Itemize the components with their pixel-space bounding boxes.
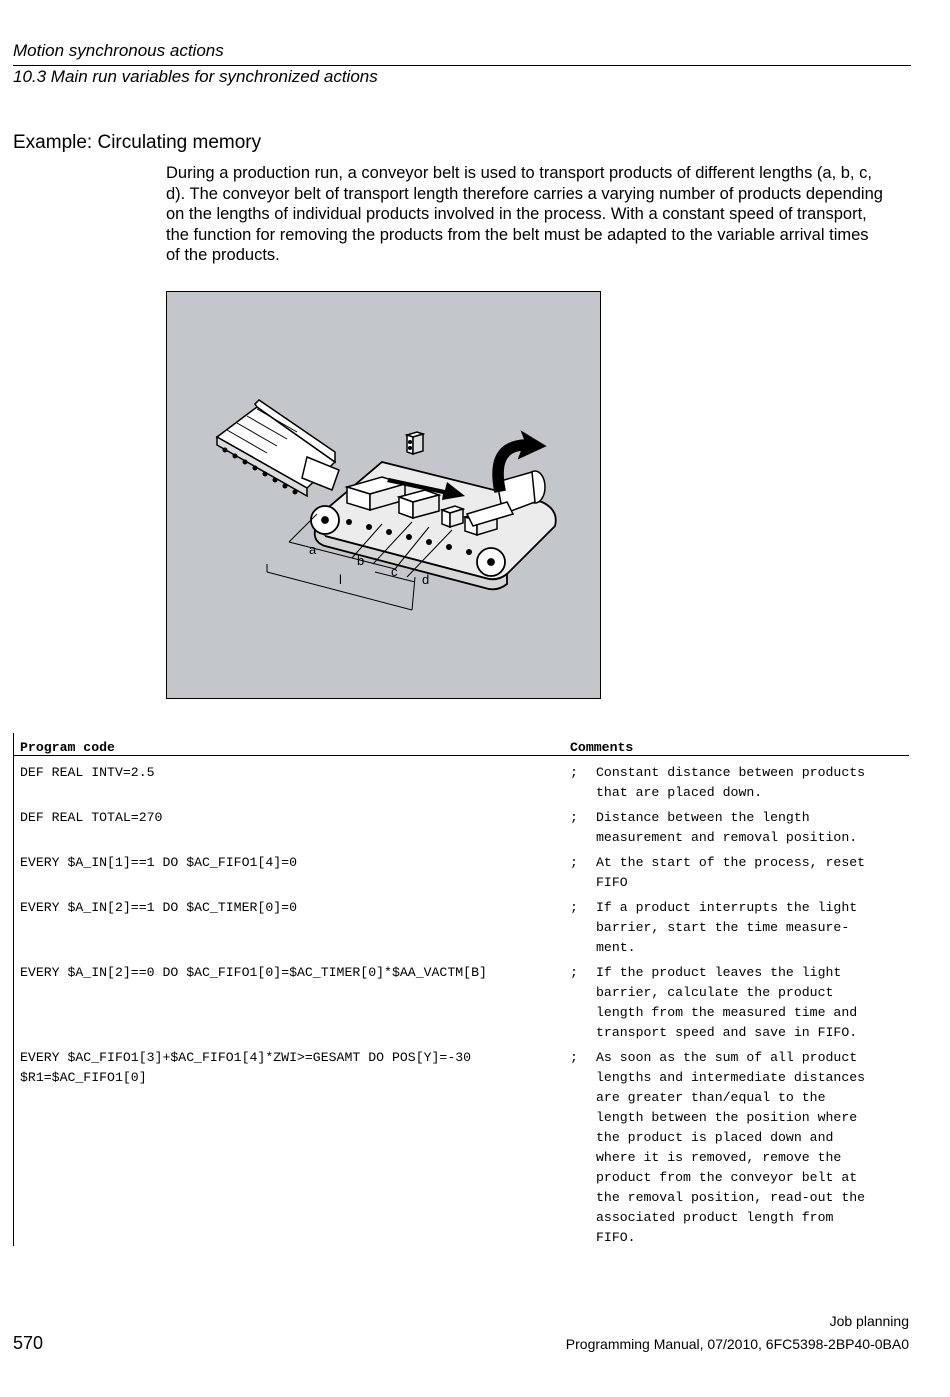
code-cell: EVERY $A_IN[1]==1 DO $AC_FIFO1[4]=0	[20, 855, 297, 870]
infeed-chute	[217, 400, 339, 496]
footer-document: Programming Manual, 07/2010, 6FC5398-2BP40-0BA0	[565, 1336, 909, 1352]
comment-cell: If a product interrupts the light barrier, start the time measure- ment.	[596, 900, 858, 955]
conveyor-figure	[166, 291, 601, 699]
dim-label-d: d	[422, 572, 430, 587]
comment-marker: ;	[570, 1050, 578, 1065]
code-cell: EVERY $AC_FIFO1[3]+$AC_FIFO1[4]*ZWI>=GESAMT DO POS[Y]=-30 $R1=$AC_FIFO1[0]	[20, 1050, 472, 1085]
header-chapter: Motion synchronous actions	[13, 41, 224, 60]
code-cell: EVERY $A_IN[2]==0 DO $AC_FIFO1[0]=$AC_TIMER[0]*$AA_VACTM[B]	[20, 965, 487, 980]
comment-marker: ;	[570, 900, 578, 915]
header-section: 10.3 Main run variables for synchronized actions	[13, 67, 378, 86]
code-cell: DEF REAL INTV=2.5	[20, 765, 155, 780]
footer-chapter: Job planning	[829, 1313, 909, 1329]
comment-cell: At the start of the process, reset FIFO	[596, 855, 866, 890]
conveyor-illustration	[167, 292, 602, 700]
header-program-code: Program code	[20, 740, 115, 755]
comment-cell: As soon as the sum of all product lengths and intermediate distances are greater than/equal to the length between the position where the product is placed down and where it is removed, remove the product from the conveyor belt at the removal position, read-out the associated product length from FIFO.	[596, 1050, 866, 1245]
comment-marker: ;	[570, 855, 578, 870]
comment-cell: Constant distance between products that are placed down.	[596, 765, 866, 800]
code-cell: EVERY $A_IN[2]==1 DO $AC_TIMER[0]=0	[20, 900, 297, 915]
dim-label-l: l	[339, 572, 342, 587]
dim-label-c: c	[391, 564, 398, 579]
page-number: 570	[13, 1333, 44, 1353]
dim-label-a: a	[309, 542, 317, 557]
comment-cell: Distance between the length measurement and removal position.	[596, 810, 858, 845]
table-header-row	[14, 733, 909, 756]
comment-marker: ;	[570, 965, 578, 980]
code-cell: DEF REAL TOTAL=270	[20, 810, 163, 825]
header-comments: Comments	[570, 740, 634, 755]
header-rule	[13, 65, 911, 66]
comment-marker: ;	[570, 765, 578, 780]
light-barrier-sensor	[407, 432, 423, 454]
section-title: Example: Circulating memory	[13, 132, 262, 153]
program-code-table	[13, 733, 909, 1246]
intro-paragraph: During a production run, a conveyor belt is used to transport products of different lengths (a, b, c, d). The conveyor belt of transport length therefore carries a varying number of products depending on the lengths of individual products involved in the process. With a constant speed of transport, the function for removing the products from the belt must be adapted to the variable arrival times of the products.	[166, 164, 883, 264]
dim-label-b: b	[357, 553, 365, 568]
comment-cell: If the product leaves the light barrier, calculate the product length from the measured time and transport speed and save in FIFO.	[596, 965, 858, 1040]
comment-marker: ;	[570, 810, 578, 825]
